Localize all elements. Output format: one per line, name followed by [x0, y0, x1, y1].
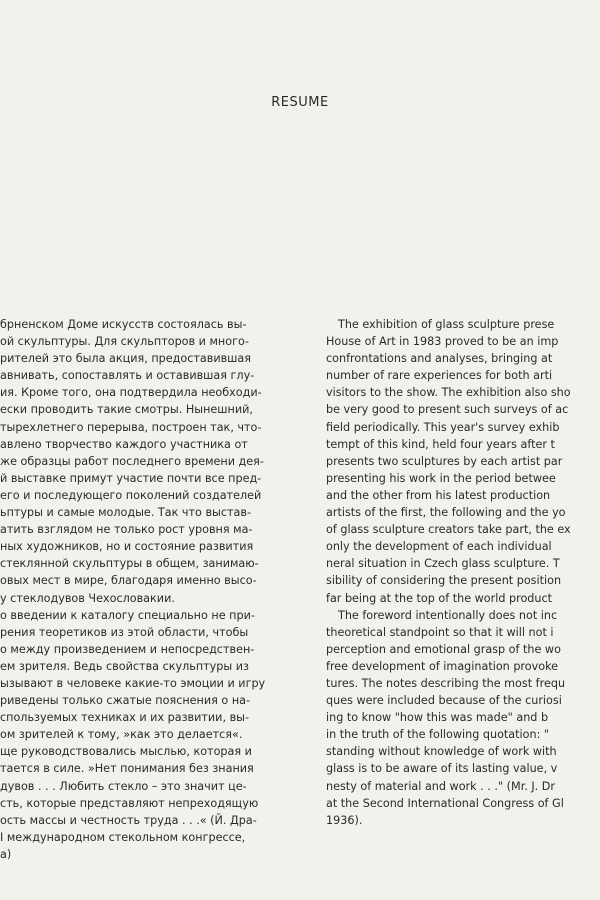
text-line: sibility of considering the present position	[326, 574, 562, 588]
text-line: ques were included because of the curiosi	[326, 694, 562, 708]
text-line: field periodically. This year's survey exhib	[326, 420, 560, 434]
text-line: only the development of each individual	[326, 540, 552, 554]
text-line: его и последующего поколений создателей	[0, 488, 262, 502]
english-text-column	[326, 316, 600, 829]
text-line: риведены только сжатые пояснения о на-	[0, 694, 251, 708]
text-line: far being at the top of the world product	[326, 591, 553, 605]
text-line: and the other from his latest production	[326, 488, 551, 502]
text-line: number of rare experiences for both arti	[326, 369, 553, 383]
text-line: I международном стекольном конгрессе,	[0, 830, 246, 844]
text-line: рения теоретиков из этой области, чтобы	[0, 625, 249, 639]
text-line: at the Second International Congress of Gl	[326, 796, 564, 810]
text-line: же образцы работ последнего времени дея-	[0, 454, 264, 468]
russian-text-column	[0, 316, 292, 863]
text-line: House of Art in 1983 proved to be an imp	[326, 335, 559, 349]
text-line: theoretical standpoint so that it will not i	[326, 625, 554, 639]
text-line: ой скульптуры. Для скульпторов и много-	[0, 335, 249, 349]
text-line: тырехлетнего перерыва, построен так, что-	[0, 420, 262, 434]
text-line: сть, которые представляют непреходящую	[0, 796, 259, 810]
text-line: tempt of this kind, held four years after t	[326, 437, 555, 451]
text-line: ость массы и честность труда . . .« (Й. Дра-	[0, 813, 257, 827]
text-line: ызывают в человеке какие-то эмоции и игру	[0, 676, 266, 690]
text-line: ing to know "how this was made" and b	[326, 711, 549, 725]
text-line: perception and emotional grasp of the wo	[326, 642, 561, 656]
text-line: ем зрителя. Ведь свойства скульптуры из	[0, 659, 250, 673]
text-line: standing without knowledge of work with	[326, 745, 557, 759]
text-line: in the truth of the following quotation: "	[326, 728, 550, 742]
text-line: овых мест в мире, благодаря именно высо-	[0, 574, 257, 588]
text-line: be very good to present such surveys of ac	[326, 403, 569, 417]
text-line: о введении к каталогу специально не при-	[0, 608, 255, 622]
text-line: й выставке примут участие почти все пред-	[0, 471, 262, 485]
text-line: The exhibition of glass sculpture prese	[338, 318, 555, 331]
text-line: авлено творчество каждого участника от	[0, 437, 248, 451]
text-line: атить взглядом не только рост уровня ма-	[0, 523, 253, 537]
text-line: artists of the first, the following and the yo	[326, 506, 566, 520]
text-line: брненском Доме искусств состоялась вы-	[0, 318, 247, 331]
text-line: neral situation in Czech glass sculpture. T	[326, 557, 560, 571]
text-line: glass is to be aware of its lasting value, v	[326, 762, 558, 776]
text-line: ом зрителей к тому, »как это делается«.	[0, 728, 243, 742]
text-line: ески проводить такие смотры. Нынешний,	[0, 403, 253, 417]
text-line: ных художников, но и состояние развития	[0, 540, 254, 554]
text-line: nesty of material and work . . ." (Mr. J. Dr	[326, 779, 555, 793]
text-line: of glass sculpture creators take part, the ex	[326, 523, 571, 537]
text-line: free development of imagination provoke	[326, 659, 559, 673]
text-line: о между произведением и непосредствен-	[0, 642, 255, 656]
text-line: дувов . . . Любить стекло – это значит це-	[0, 779, 247, 793]
page-title: RESUME	[271, 95, 329, 110]
text-line: а)	[0, 847, 12, 861]
text-line: 1936).	[326, 813, 363, 827]
text-line: presents two sculptures by each artist par	[326, 454, 563, 468]
text-line: The foreword intentionally does not inc	[338, 608, 558, 622]
text-line: авнивать, сопоставлять и оставившая глу-	[0, 369, 255, 383]
text-line: visitors to the show. The exhibition also sho	[326, 386, 571, 400]
text-line: ьптуры и самые молодые. Так что выстав-	[0, 506, 252, 520]
text-line: рителей это была акция, предоставившая	[0, 352, 252, 366]
text-line: спользуемых техниках и их развитии, вы-	[0, 711, 250, 725]
text-line: стеклянной скульптуры в общем, занимаю-	[0, 557, 259, 571]
text-line: ще руководствовались мыслью, которая и	[0, 745, 252, 759]
text-line: tures. The notes describing the most frequ	[326, 676, 566, 690]
text-line: presenting his work in the period betwee	[326, 471, 556, 485]
text-line: тается в силе. »Нет понимания без знания	[0, 762, 254, 776]
text-line: ия. Кроме того, она подтвердила необходи-	[0, 386, 262, 400]
text-line: у стеклодувов Чехословакии.	[0, 591, 175, 605]
text-line: confrontations and analyses, bringing at	[326, 352, 553, 366]
